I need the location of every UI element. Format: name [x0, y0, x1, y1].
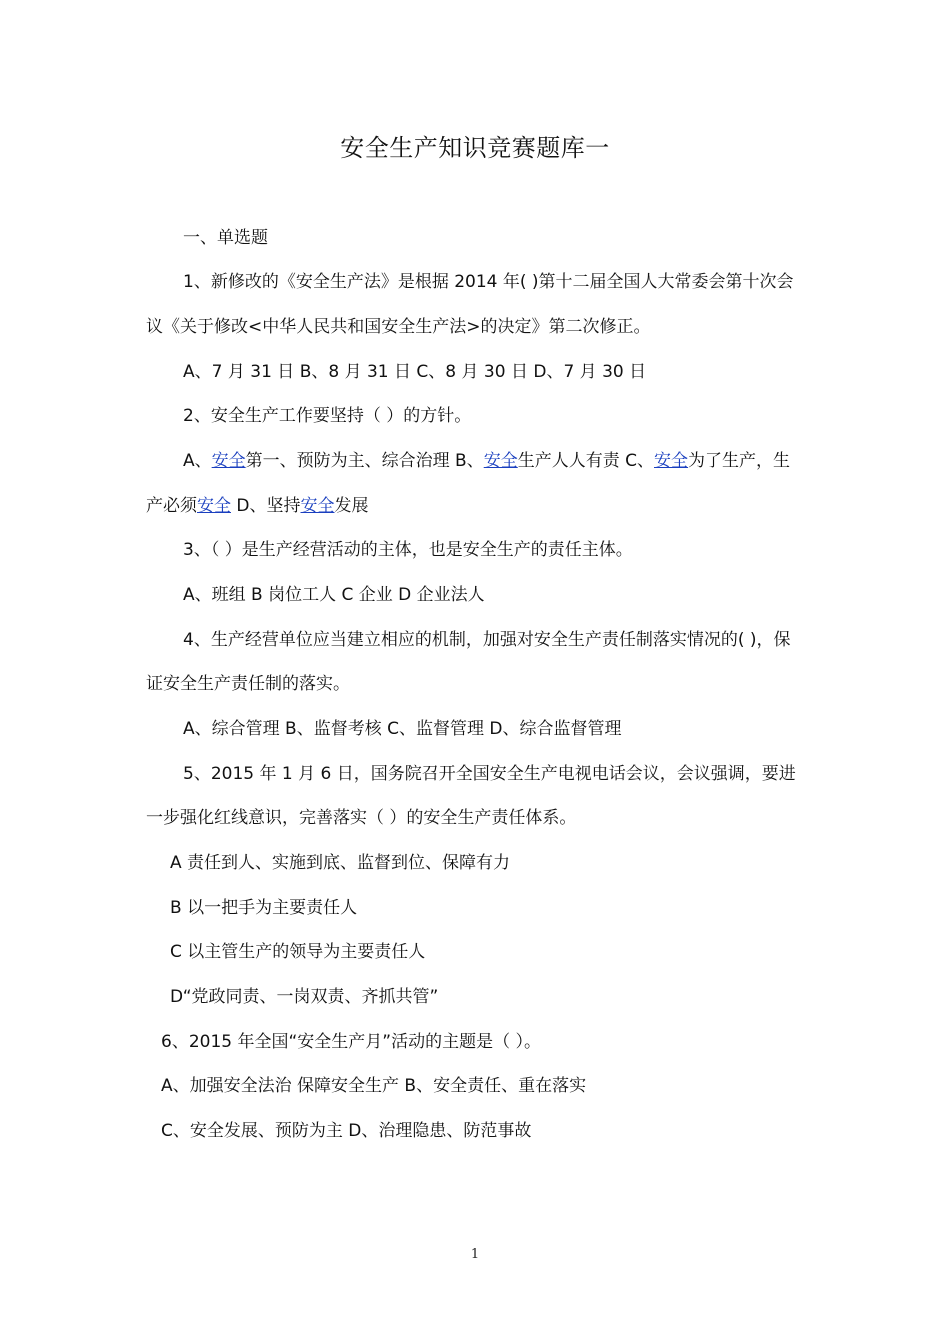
page-number: 1	[470, 1247, 480, 1262]
q2-option-a-text: 第一、预防为主、综合治理 B、	[245, 451, 484, 471]
q5-option-b: B 以一把手为主要责任人	[170, 898, 358, 918]
q4-stem-line2: 证安全生产责任制的落实。	[146, 674, 350, 694]
q2-option-c-text: 为了生产，生	[688, 451, 790, 471]
q4-stem-line1: 4、生产经营单位应当建立相应的机制，加强对安全生产责任制落实情况的( )，保	[183, 630, 791, 650]
q6-stem: 6、2015 年全国“安全生产月”活动的主题是（ ）。	[161, 1032, 542, 1052]
anquan-link[interactable]: 安全	[300, 496, 335, 516]
q6-options-ab: A、加强安全法治 保障安全生产 B、安全责任、重在落实	[161, 1076, 587, 1096]
q4-options: A、综合管理 B、监督考核 C、监督管理 D、综合监督管理	[183, 719, 622, 739]
q2-options-line1	[183, 448, 790, 474]
q6-options-cd: C、安全发展、预防为主 D、治理隐患、防范事故	[161, 1121, 532, 1141]
q2-stem: 2、安全生产工作要坚持（ ）的方针。	[183, 406, 472, 426]
q2-option-b-text: 生产人人有责 C、	[517, 451, 654, 471]
q2-option-a-prefix: A、	[183, 451, 212, 471]
q5-stem-line2: 一步强化红线意识，完善落实（ ）的安全生产责任体系。	[146, 808, 577, 828]
q5-option-d: D“党政同责、一岗双责、齐抓共管”	[170, 987, 439, 1007]
anquan-link[interactable]: 安全	[483, 451, 518, 471]
q1-stem-line2: 议《关于修改<中华人民共和国安全生产法>的决定》第二次修正。	[146, 317, 651, 337]
q2-line2-prefix: 产必须	[146, 496, 197, 516]
q5-option-a: A 责任到人、实施到底、监督到位、保障有力	[170, 853, 511, 873]
anquan-link[interactable]: 安全	[197, 496, 231, 516]
page-title: 安全生产知识竞赛题库一	[340, 134, 610, 162]
q3-stem: 3、（ ）是生产经营活动的主体，也是安全生产的责任主体。	[183, 540, 633, 560]
q2-options-line2	[146, 493, 369, 519]
q1-options: A、7 月 31 日 B、8 月 31 日 C、8 月 30 日 D、7 月 30 日	[183, 362, 647, 382]
section-heading: 一、单选题	[183, 228, 268, 248]
q3-options: A、班组 B 岗位工人 C 企业 D 企业法人	[183, 585, 485, 605]
q5-option-c: C 以主管生产的领导为主要责任人	[170, 942, 426, 962]
anquan-link[interactable]: 安全	[211, 451, 246, 471]
anquan-link[interactable]: 安全	[654, 451, 688, 471]
q5-stem-line1: 5、2015 年 1 月 6 日，国务院召开全国安全生产电视电话会议，会议强调，要进	[183, 764, 796, 784]
q2-option-d-prefix: D、坚持	[231, 496, 301, 516]
q2-option-d-text: 发展	[334, 496, 369, 516]
q1-stem-line1: 1、新修改的《安全生产法》是根据 2014 年( )第十二届全国人大常委会第十次会	[183, 272, 794, 292]
